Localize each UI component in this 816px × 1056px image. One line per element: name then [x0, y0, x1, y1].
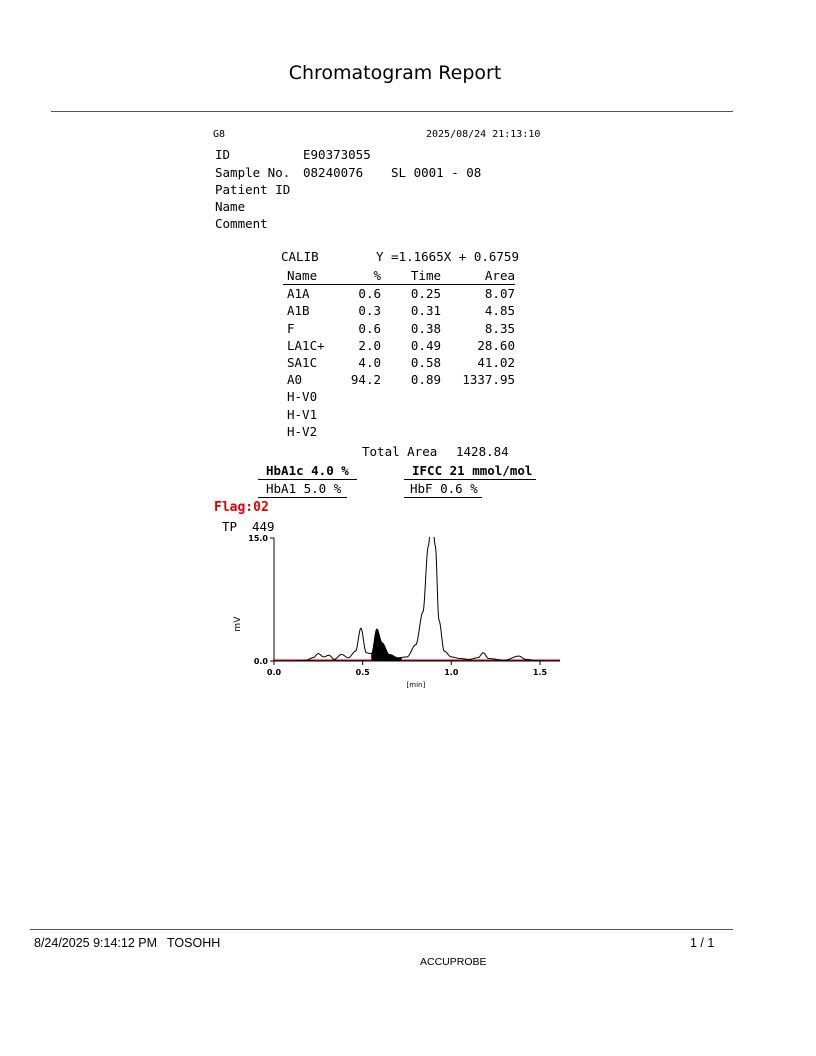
peak-table-header	[283, 267, 515, 285]
peak-percent: 2.0	[358, 337, 381, 353]
y-tick-label: 15.0	[248, 534, 268, 543]
table-row	[283, 371, 515, 388]
peak-name: A1A	[287, 286, 310, 302]
chromatogram-trace	[292, 528, 540, 661]
peak-name: F	[287, 320, 295, 336]
col-area: Area	[441, 267, 515, 285]
x-axis-label: [min]	[406, 681, 426, 689]
instrument-label: G8	[213, 129, 226, 140]
footer-app: ACCUPROBE	[420, 956, 487, 968]
patient-id-label: Patient ID	[215, 182, 291, 197]
total-area-label: Total Area	[362, 444, 438, 459]
peak-time: 0.58	[410, 355, 441, 371]
peak-area: 1337.95	[462, 372, 515, 388]
peak-name: H-V1	[287, 406, 318, 422]
peak-table	[283, 267, 515, 440]
peak-area: 8.35	[484, 320, 515, 336]
peak-area: 8.07	[484, 286, 515, 302]
y-axis-label: mV	[233, 616, 243, 632]
footer-page: 1 / 1	[690, 936, 715, 950]
peak-name: A1B	[287, 303, 310, 319]
ifcc-result: IFCC 21 mmol/mol	[404, 463, 536, 480]
hba1c-result: HbA1c 4.0 %	[258, 463, 357, 480]
x-tick-label: 1.5	[532, 668, 548, 677]
footer-computer: TOSOHH	[167, 936, 221, 950]
chromatogram-chart	[200, 528, 580, 698]
table-row	[283, 388, 515, 405]
peak-name: SA1C	[287, 355, 318, 371]
peak-time: 0.49	[410, 337, 441, 353]
table-row	[283, 337, 515, 354]
id-label: ID	[215, 147, 231, 162]
peak-name: H-V2	[287, 423, 318, 439]
analysis-datetime: 2025/08/24 21:13:10	[426, 129, 541, 140]
peak-area: 28.60	[477, 337, 515, 353]
peak-percent: 4.0	[358, 355, 381, 371]
peak-name: LA1C+	[287, 337, 325, 353]
id-value: E90373055	[303, 147, 371, 162]
calib-label: CALIB	[281, 249, 319, 264]
sample-sl: SL 0001 - 08	[391, 165, 482, 180]
footer-datetime: 8/24/2025 9:14:12 PM	[34, 936, 158, 950]
peak-percent: 0.6	[358, 320, 381, 336]
x-tick-label: 1.0	[444, 668, 459, 677]
name-label: Name	[215, 199, 246, 214]
x-tick-label: 0.5	[355, 668, 370, 677]
col-name: Name	[283, 267, 339, 285]
total-area-value: 1428.84	[456, 444, 509, 459]
sample-value: 08240076	[303, 165, 364, 180]
peak-area: 4.85	[484, 303, 515, 319]
footer-divider	[30, 929, 733, 930]
table-row	[283, 406, 515, 423]
tp-label: TP	[222, 519, 238, 534]
peak-percent: 94.2	[350, 372, 381, 388]
x-tick-label: 0.0	[266, 668, 282, 677]
peak-percent: 0.6	[358, 286, 381, 302]
table-row	[283, 320, 515, 337]
hbf-result: HbF 0.6 %	[404, 481, 482, 498]
table-row	[283, 302, 515, 319]
y-tick-label: 0.0	[253, 657, 268, 666]
sa1c-peak-fill	[372, 629, 402, 661]
sample-label: Sample No.	[215, 165, 291, 180]
flag-label: Flag:02	[214, 500, 269, 515]
comment-label: Comment	[215, 216, 268, 231]
peak-area: 41.02	[477, 355, 515, 371]
peak-name: A0	[287, 372, 303, 388]
tp-value: 449	[252, 519, 275, 534]
peak-name: H-V0	[287, 389, 318, 405]
table-row	[283, 285, 515, 303]
header-divider	[51, 111, 733, 112]
peak-time: 0.38	[410, 320, 441, 336]
calib-equation: Y =1.1665X + 0.6759	[376, 249, 519, 264]
peak-time: 0.25	[410, 286, 441, 302]
col-time: Time	[381, 267, 441, 285]
col-percent: %	[339, 267, 381, 285]
hba1-result: HbA1 5.0 %	[258, 481, 347, 498]
peak-percent: 0.3	[358, 303, 381, 319]
peak-time: 0.31	[410, 303, 441, 319]
peak-time: 0.89	[410, 372, 441, 388]
table-row	[283, 354, 515, 371]
report-title: Chromatogram Report	[288, 62, 502, 84]
table-row	[283, 423, 515, 440]
